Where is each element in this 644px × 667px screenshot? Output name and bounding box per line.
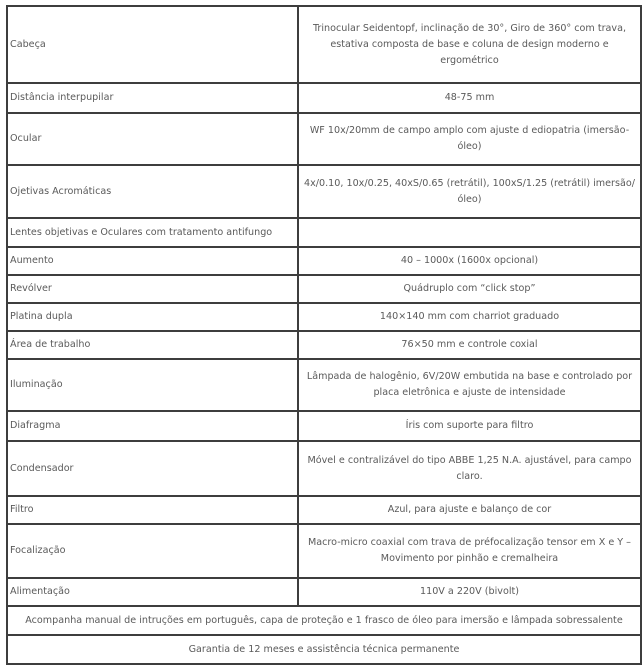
table-row (7, 6, 641, 83)
spec-label: Revólver (7, 275, 298, 303)
warranty-note: Garantia de 12 meses e assistência técnica permanente (7, 635, 641, 664)
table-row (7, 441, 641, 496)
spec-value: Quádruplo com “click stop” (298, 275, 641, 303)
table-row (7, 331, 641, 359)
table-row (7, 578, 641, 606)
spec-label: Distância interpupilar (7, 83, 298, 113)
table-row (7, 411, 641, 441)
table-row (7, 496, 641, 524)
spec-value: Macro-micro coaxial com trava de préfocalização tensor em X e Y – Movimento por pinhão e cremalheira (298, 524, 641, 578)
table-row (7, 247, 641, 275)
spec-label: Alimentação (7, 578, 298, 606)
table-row (7, 218, 641, 247)
table-row (7, 113, 641, 165)
spec-label: Ocular (7, 113, 298, 165)
table-row (7, 303, 641, 331)
spec-value: 40 – 1000x (1600x opcional) (298, 247, 641, 275)
spec-value: Lâmpada de halogênio, 6V/20W embutida na base e controlado por placa eletrônica e ajuste de intensidade (298, 359, 641, 411)
table-row (7, 83, 641, 113)
accessories-note: Acompanha manual de intruções em português, capa de proteção e 1 frasco de óleo para imersão e lâmpada sobressalente (7, 606, 641, 635)
spec-label: Área de trabalho (7, 331, 298, 359)
spec-value: 48-75 mm (298, 83, 641, 113)
spec-label: Diafragma (7, 411, 298, 441)
spec-label: Iluminação (7, 359, 298, 411)
table-row (7, 635, 641, 664)
spec-value: WF 10x/20mm de campo amplo com ajuste d ediopatria (imersão-óleo) (298, 113, 641, 165)
table-row (7, 606, 641, 635)
table-row (7, 275, 641, 303)
table-row (7, 165, 641, 218)
spec-value: Móvel e contralizável do tipo ABBE 1,25 N.A. ajustável, para campo claro. (298, 441, 641, 496)
table-row (7, 524, 641, 578)
spec-label: Condensador (7, 441, 298, 496)
spec-value: Trinocular Seidentopf, inclinação de 30°, Giro de 360° com trava, estativa composta de base e coluna de design moderno e ergométrico (298, 6, 641, 83)
spec-label: Ojetivas Acromáticas (7, 165, 298, 218)
spec-label: Focalização (7, 524, 298, 578)
spec-value: 4x/0.10, 10x/0.25, 40xS/0.65 (retrátil), 100xS/1.25 (retrátil) imersão/óleo) (298, 165, 641, 218)
spec-value: Íris com suporte para filtro (298, 411, 641, 441)
spec-label: Cabeça (7, 6, 298, 83)
specifications-table (6, 5, 642, 665)
spec-label: Aumento (7, 247, 298, 275)
spec-value: 110V a 220V (bivolt) (298, 578, 641, 606)
spec-value (298, 218, 641, 247)
spec-label: Filtro (7, 496, 298, 524)
spec-label: Platina dupla (7, 303, 298, 331)
table-row (7, 359, 641, 411)
spec-value: 140×140 mm com charriot graduado (298, 303, 641, 331)
spec-value: Azul, para ajuste e balanço de cor (298, 496, 641, 524)
spec-label: Lentes objetivas e Oculares com tratamento antifungo (7, 218, 298, 247)
spec-value: 76×50 mm e controle coxial (298, 331, 641, 359)
